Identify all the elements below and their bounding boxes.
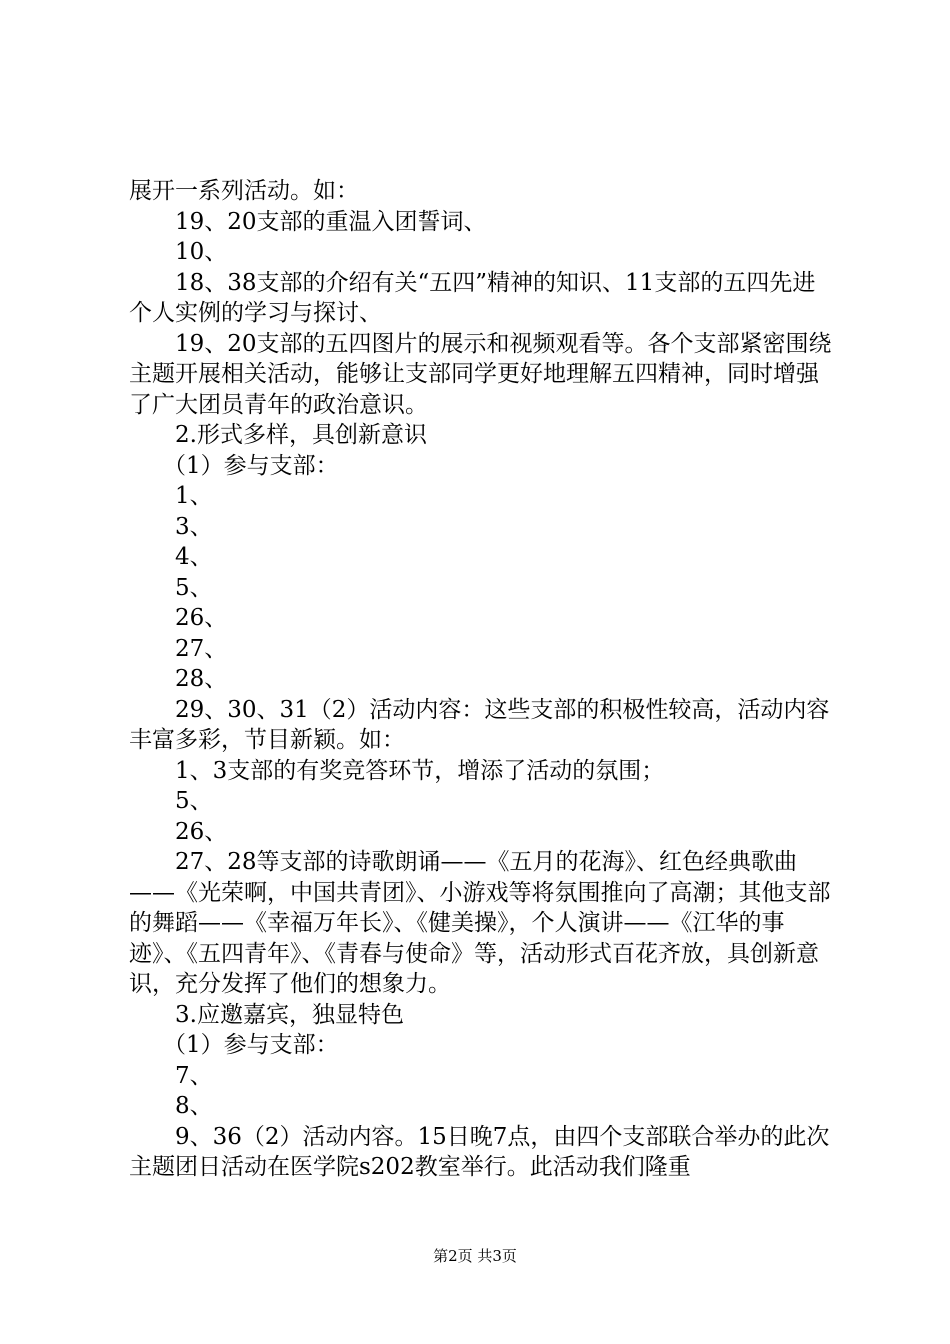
paragraph: 7、 — [175, 1062, 213, 1089]
paragraph: 28、 — [175, 666, 228, 692]
page-footer: 第2页 共3页 — [433, 1247, 517, 1265]
paragraph: 27、28等支部的诗歌朗诵——《五月的花海》、红色经典歌曲——《光荣啊，中国共青团》、小游戏等将氛围推向了高潮；其他支部的舞蹈——《幸福万年长》、《健美操》，个人演讲——《江华的事迹》、《五四青年》、《青春与使命》等，活动形式百花齐放，具创新意识，充分发挥了他们的想象力。 — [129, 849, 831, 997]
paragraph: 4、 — [175, 544, 213, 570]
paragraph: 29、30、31（2）活动内容：这些支部的积极性较高，活动内容丰富多彩，节目新颖。如： — [129, 696, 830, 753]
paragraph: 8、 — [175, 1093, 213, 1119]
paragraph: 26、 — [175, 605, 228, 631]
paragraph: 5、 — [175, 574, 213, 601]
paragraph: 3、 — [175, 513, 213, 540]
paragraph: 27、 — [175, 635, 228, 662]
paragraph: 展开一系列活动。如： — [129, 178, 359, 204]
paragraph: 3.应邀嘉宾，独显特色 — [175, 1001, 404, 1028]
paragraph: 19、20支部的重温入团誓词、 — [175, 208, 487, 235]
paragraph: 19、20支部的五四图片的展示和视频观看等。各个支部紧密围绕主题开展相关活动，能够让支部同学更好地理解五四精神，同时增强了广大团员青年的政治意识。 — [129, 330, 832, 418]
paragraph: 9、36（2）活动内容。15日晚7点，由四个支部联合举办的此次主题团日活动在医学院s202教室举行。此活动我们隆重 — [129, 1123, 830, 1180]
paragraph: 1、 — [175, 483, 213, 509]
paragraph: 26、 — [175, 818, 228, 845]
document-body — [129, 176, 834, 1183]
paragraph: 10、 — [175, 239, 228, 265]
paragraph: 2.形式多样，具创新意识 — [175, 422, 427, 448]
paragraph: 5、 — [175, 788, 213, 814]
paragraph: （1）参与支部： — [163, 1032, 339, 1058]
paragraph: 18、38支部的介绍有关“五四”精神的知识、11支部的五四先进个人实例的学习与探讨、 — [129, 269, 816, 326]
paragraph: 1、3支部的有奖竞答环节，增添了活动的氛围； — [175, 757, 665, 784]
paragraph: （1）参与支部： — [163, 452, 339, 479]
